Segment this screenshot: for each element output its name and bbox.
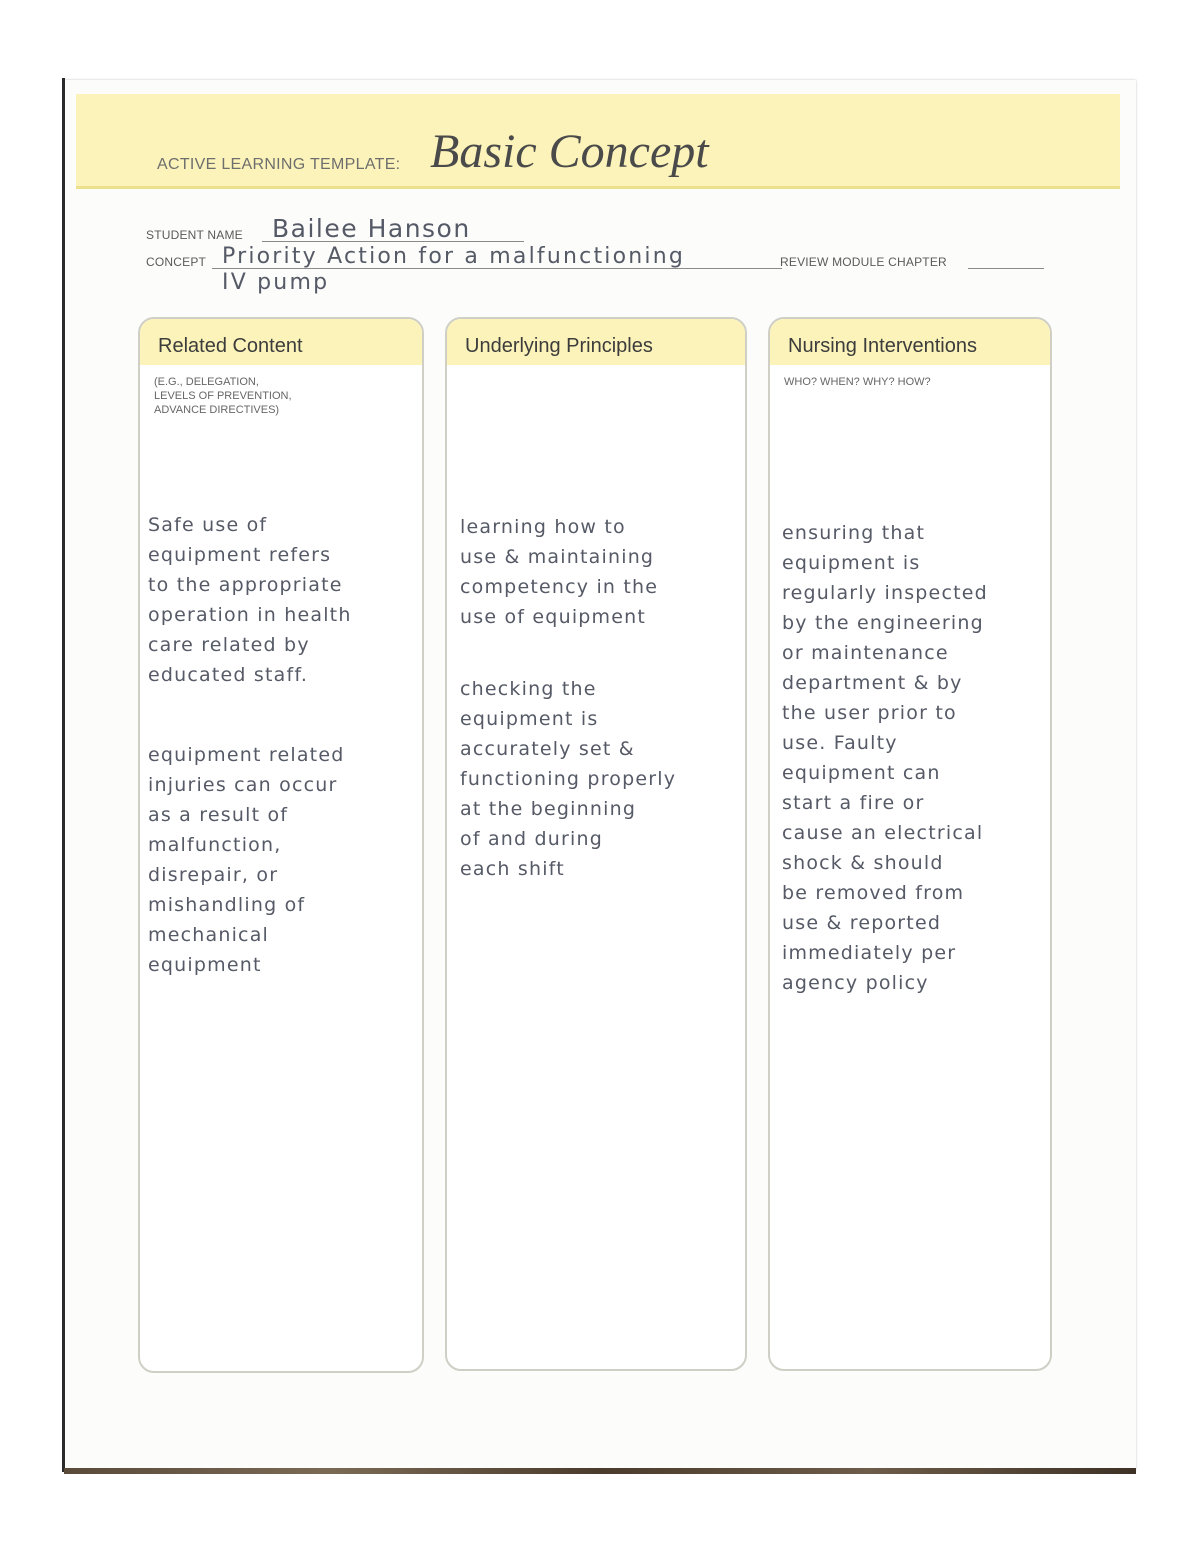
handwritten-line: cause an electrical xyxy=(782,822,984,844)
related-content-notes[interactable] xyxy=(148,510,352,980)
related-content-subtitle: (E.G., DELEGATION, LEVELS OF PREVENTION, ADVANCE DIRECTIVES) xyxy=(154,376,292,416)
handwritten-line: use. Faulty xyxy=(782,732,898,754)
handwritten-line: care related by xyxy=(148,634,310,656)
concept-value-line1[interactable]: Priority Action for a malfunctioning xyxy=(222,244,686,269)
review-module-underline[interactable] xyxy=(968,268,1044,269)
principles-para2 xyxy=(460,674,676,884)
handwritten-line: equipment refers xyxy=(148,544,332,566)
handwritten-line: operation in health xyxy=(148,604,352,626)
nursing-interventions-subtitle: WHO? WHEN? WHY? HOW? xyxy=(784,376,931,388)
interventions-para1 xyxy=(782,518,988,998)
handwritten-line: as a result of xyxy=(148,804,289,826)
template-title: Basic Concept xyxy=(430,125,709,178)
nursing-interventions-title: Nursing Interventions xyxy=(788,335,977,357)
handwritten-line: agency policy xyxy=(782,972,929,994)
handwritten-line: shock & should xyxy=(782,852,944,874)
student-name-value[interactable]: Bailee Hanson xyxy=(272,214,471,243)
handwritten-line: to the appropriate xyxy=(148,574,343,596)
nursing-interventions-notes[interactable] xyxy=(782,518,988,998)
handwritten-line: department & by xyxy=(782,672,963,694)
handwritten-line: Safe use of xyxy=(148,514,268,536)
handwritten-line: equipment is xyxy=(782,552,921,574)
handwritten-line: checking the xyxy=(460,678,597,700)
handwritten-line: of and during xyxy=(460,828,604,850)
page-edge-shadow xyxy=(62,78,65,1472)
template-label: ACTIVE LEARNING TEMPLATE: xyxy=(157,156,401,173)
handwritten-line: learning how to xyxy=(460,516,626,538)
handwritten-line: each shift xyxy=(460,858,565,880)
handwritten-line: competency in the xyxy=(460,576,659,598)
handwritten-line: disrepair, or xyxy=(148,864,279,886)
handwritten-line: mechanical xyxy=(148,924,270,946)
handwritten-line: use & maintaining xyxy=(460,546,655,568)
related-para2 xyxy=(148,740,352,980)
related-content-title: Related Content xyxy=(158,335,303,357)
handwritten-line: equipment is xyxy=(460,708,599,730)
handwritten-line: regularly inspected xyxy=(782,582,988,604)
handwritten-line: mishandling of xyxy=(148,894,306,916)
handwritten-line: be removed from xyxy=(782,882,965,904)
underlying-principles-notes[interactable] xyxy=(460,512,676,884)
handwritten-line: malfunction, xyxy=(148,834,282,856)
concept-value-line2[interactable]: IV pump xyxy=(222,270,330,295)
principles-para1 xyxy=(460,512,676,632)
handwritten-line: educated staff. xyxy=(148,664,309,686)
handwritten-line: equipment xyxy=(148,954,262,976)
related-para1 xyxy=(148,510,352,690)
handwritten-line: or maintenance xyxy=(782,642,949,664)
concept-label: CONCEPT xyxy=(146,255,207,269)
handwritten-line: injuries can occur xyxy=(148,774,338,796)
handwritten-line: use of equipment xyxy=(460,606,647,628)
handwritten-line: start a fire or xyxy=(782,792,925,814)
underlying-principles-title: Underlying Principles xyxy=(465,335,653,357)
handwritten-line: the user prior to xyxy=(782,702,957,724)
handwritten-line: accurately set & xyxy=(460,738,635,760)
handwritten-line: ensuring that xyxy=(782,522,926,544)
handwritten-line: functioning properly xyxy=(460,768,677,790)
handwritten-line: immediately per xyxy=(782,942,957,964)
table-surface-edge xyxy=(64,1468,1136,1474)
handwritten-line: at the beginning xyxy=(460,798,637,820)
handwritten-line: equipment can xyxy=(782,762,941,784)
handwritten-line: use & reported xyxy=(782,912,942,934)
handwritten-line: by the engineering xyxy=(782,612,984,634)
handwritten-line: equipment related xyxy=(148,744,345,766)
student-name-label: STUDENT NAME xyxy=(146,228,243,242)
review-module-label: REVIEW MODULE CHAPTER xyxy=(780,255,947,269)
